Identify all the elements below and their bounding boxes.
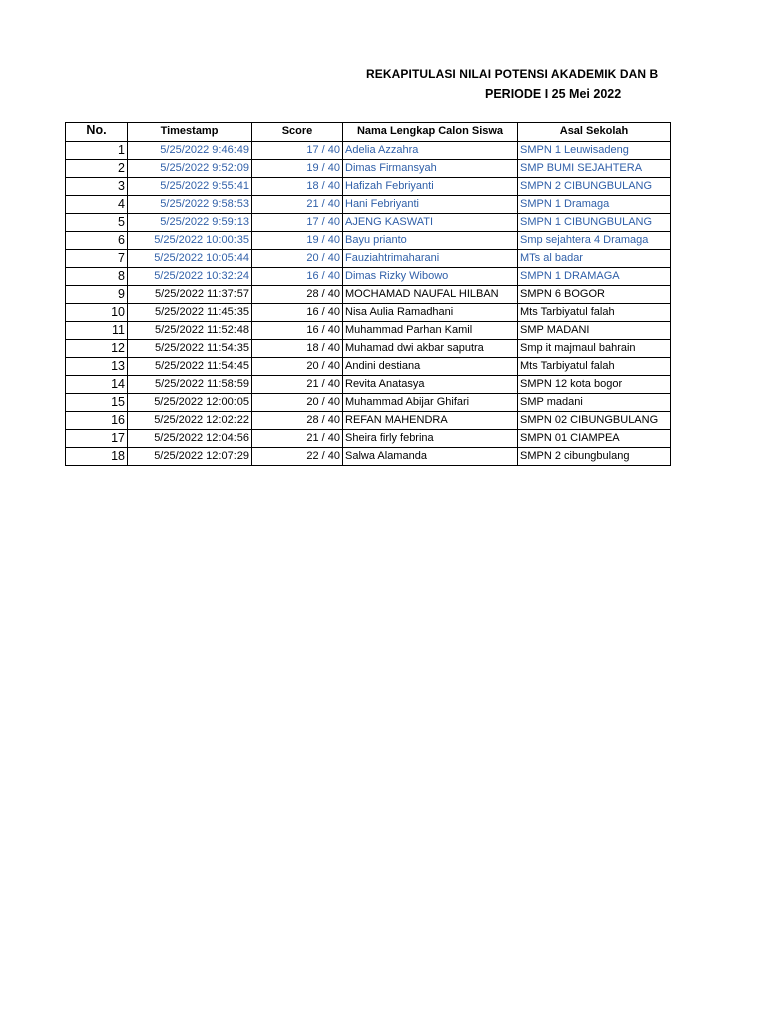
- row-number: 11: [66, 321, 128, 339]
- score-cell: 21 / 40: [252, 375, 343, 393]
- school-cell: Mts Tarbiyatul falah: [518, 357, 671, 375]
- school-cell: SMPN 02 CIBUNGBULANG: [518, 411, 671, 429]
- school-cell: SMPN 1 Dramaga: [518, 195, 671, 213]
- school-cell: SMPN 12 kota bogor: [518, 375, 671, 393]
- school-cell: MTs al badar: [518, 249, 671, 267]
- score-cell: 17 / 40: [252, 213, 343, 231]
- row-number: 1: [66, 141, 128, 159]
- timestamp-cell: 5/25/2022 9:59:13: [128, 213, 252, 231]
- row-number: 6: [66, 231, 128, 249]
- table-row: [66, 267, 671, 285]
- column-header-name: Nama Lengkap Calon Siswa: [343, 123, 518, 142]
- timestamp-cell: 5/25/2022 11:54:35: [128, 339, 252, 357]
- table-row: [66, 141, 671, 159]
- table-row: [66, 339, 671, 357]
- school-cell: SMPN 6 BOGOR: [518, 285, 671, 303]
- student-name-cell: Fauziahtrimaharani: [343, 249, 518, 267]
- report-period: PERIODE I 25 Mei 2022: [485, 87, 622, 101]
- row-number: 2: [66, 159, 128, 177]
- table-row: [66, 357, 671, 375]
- table-row: [66, 303, 671, 321]
- timestamp-cell: 5/25/2022 11:52:48: [128, 321, 252, 339]
- row-number: 10: [66, 303, 128, 321]
- timestamp-cell: 5/25/2022 11:37:57: [128, 285, 252, 303]
- score-cell: 16 / 40: [252, 267, 343, 285]
- timestamp-cell: 5/25/2022 10:05:44: [128, 249, 252, 267]
- score-cell: 16 / 40: [252, 321, 343, 339]
- timestamp-cell: 5/25/2022 12:02:22: [128, 411, 252, 429]
- school-cell: SMP BUMI SEJAHTERA: [518, 159, 671, 177]
- score-cell: 16 / 40: [252, 303, 343, 321]
- score-cell: 19 / 40: [252, 159, 343, 177]
- student-name-cell: Revita Anatasya: [343, 375, 518, 393]
- student-name-cell: Muhammad Parhan Kamil: [343, 321, 518, 339]
- school-cell: SMPN 2 cibungbulang: [518, 447, 671, 465]
- table-header-row: [66, 123, 671, 142]
- student-name-cell: Hani Febriyanti: [343, 195, 518, 213]
- timestamp-cell: 5/25/2022 10:32:24: [128, 267, 252, 285]
- score-cell: 28 / 40: [252, 285, 343, 303]
- timestamp-cell: 5/25/2022 9:46:49: [128, 141, 252, 159]
- school-cell: SMPN 2 CIBUNGBULANG: [518, 177, 671, 195]
- student-name-cell: Salwa Alamanda: [343, 447, 518, 465]
- row-number: 12: [66, 339, 128, 357]
- school-cell: Smp sejahtera 4 Dramaga: [518, 231, 671, 249]
- school-cell: SMPN 1 CIBUNGBULANG: [518, 213, 671, 231]
- score-cell: 17 / 40: [252, 141, 343, 159]
- table-row: [66, 393, 671, 411]
- table-row: [66, 213, 671, 231]
- score-cell: 20 / 40: [252, 249, 343, 267]
- row-number: 18: [66, 447, 128, 465]
- row-number: 15: [66, 393, 128, 411]
- score-cell: 21 / 40: [252, 195, 343, 213]
- column-header-no: No.: [66, 123, 128, 142]
- student-name-cell: Dimas Rizky Wibowo: [343, 267, 518, 285]
- student-name-cell: Hafizah Febriyanti: [343, 177, 518, 195]
- school-cell: SMP MADANI: [518, 321, 671, 339]
- student-name-cell: Andini destiana: [343, 357, 518, 375]
- school-cell: SMP madani: [518, 393, 671, 411]
- row-number: 16: [66, 411, 128, 429]
- student-name-cell: REFAN MAHENDRA: [343, 411, 518, 429]
- score-cell: 22 / 40: [252, 447, 343, 465]
- student-name-cell: AJENG KASWATI: [343, 213, 518, 231]
- student-name-cell: MOCHAMAD NAUFAL HILBAN: [343, 285, 518, 303]
- table-row: [66, 231, 671, 249]
- table-row: [66, 321, 671, 339]
- table-body: [66, 141, 671, 465]
- timestamp-cell: 5/25/2022 10:00:35: [128, 231, 252, 249]
- school-cell: SMPN 01 CIAMPEA: [518, 429, 671, 447]
- row-number: 7: [66, 249, 128, 267]
- timestamp-cell: 5/25/2022 9:55:41: [128, 177, 252, 195]
- table-row: [66, 375, 671, 393]
- timestamp-cell: 5/25/2022 12:00:05: [128, 393, 252, 411]
- row-number: 8: [66, 267, 128, 285]
- row-number: 17: [66, 429, 128, 447]
- row-number: 3: [66, 177, 128, 195]
- table-row: [66, 177, 671, 195]
- report-title: REKAPITULASI NILAI POTENSI AKADEMIK DAN B: [366, 67, 659, 81]
- score-cell: 21 / 40: [252, 429, 343, 447]
- table-row: [66, 195, 671, 213]
- row-number: 5: [66, 213, 128, 231]
- row-number: 4: [66, 195, 128, 213]
- row-number: 13: [66, 357, 128, 375]
- score-cell: 18 / 40: [252, 339, 343, 357]
- timestamp-cell: 5/25/2022 11:58:59: [128, 375, 252, 393]
- timestamp-cell: 5/25/2022 9:52:09: [128, 159, 252, 177]
- score-cell: 18 / 40: [252, 177, 343, 195]
- recap-table: [65, 122, 671, 466]
- table-row: [66, 249, 671, 267]
- timestamp-cell: 5/25/2022 9:58:53: [128, 195, 252, 213]
- timestamp-cell: 5/25/2022 11:54:45: [128, 357, 252, 375]
- timestamp-cell: 5/25/2022 12:07:29: [128, 447, 252, 465]
- student-name-cell: Bayu prianto: [343, 231, 518, 249]
- column-header-timestamp: Timestamp: [128, 123, 252, 142]
- table-row: [66, 159, 671, 177]
- score-cell: 28 / 40: [252, 411, 343, 429]
- student-name-cell: Adelia Azzahra: [343, 141, 518, 159]
- timestamp-cell: 5/25/2022 11:45:35: [128, 303, 252, 321]
- school-cell: SMPN 1 Leuwisadeng: [518, 141, 671, 159]
- student-name-cell: Dimas Firmansyah: [343, 159, 518, 177]
- column-header-score: Score: [252, 123, 343, 142]
- timestamp-cell: 5/25/2022 12:04:56: [128, 429, 252, 447]
- score-cell: 20 / 40: [252, 357, 343, 375]
- school-cell: Smp it majmaul bahrain: [518, 339, 671, 357]
- student-name-cell: Muhammad Abijar Ghifari: [343, 393, 518, 411]
- table-row: [66, 447, 671, 465]
- student-name-cell: Sheira firly febrina: [343, 429, 518, 447]
- school-cell: Mts Tarbiyatul falah: [518, 303, 671, 321]
- table-row: [66, 429, 671, 447]
- score-cell: 20 / 40: [252, 393, 343, 411]
- table-row: [66, 411, 671, 429]
- student-name-cell: Muhamad dwi akbar saputra: [343, 339, 518, 357]
- row-number: 14: [66, 375, 128, 393]
- row-number: 9: [66, 285, 128, 303]
- school-cell: SMPN 1 DRAMAGA: [518, 267, 671, 285]
- column-header-school: Asal Sekolah: [518, 123, 671, 142]
- student-name-cell: Nisa Aulia Ramadhani: [343, 303, 518, 321]
- score-cell: 19 / 40: [252, 231, 343, 249]
- table-row: [66, 285, 671, 303]
